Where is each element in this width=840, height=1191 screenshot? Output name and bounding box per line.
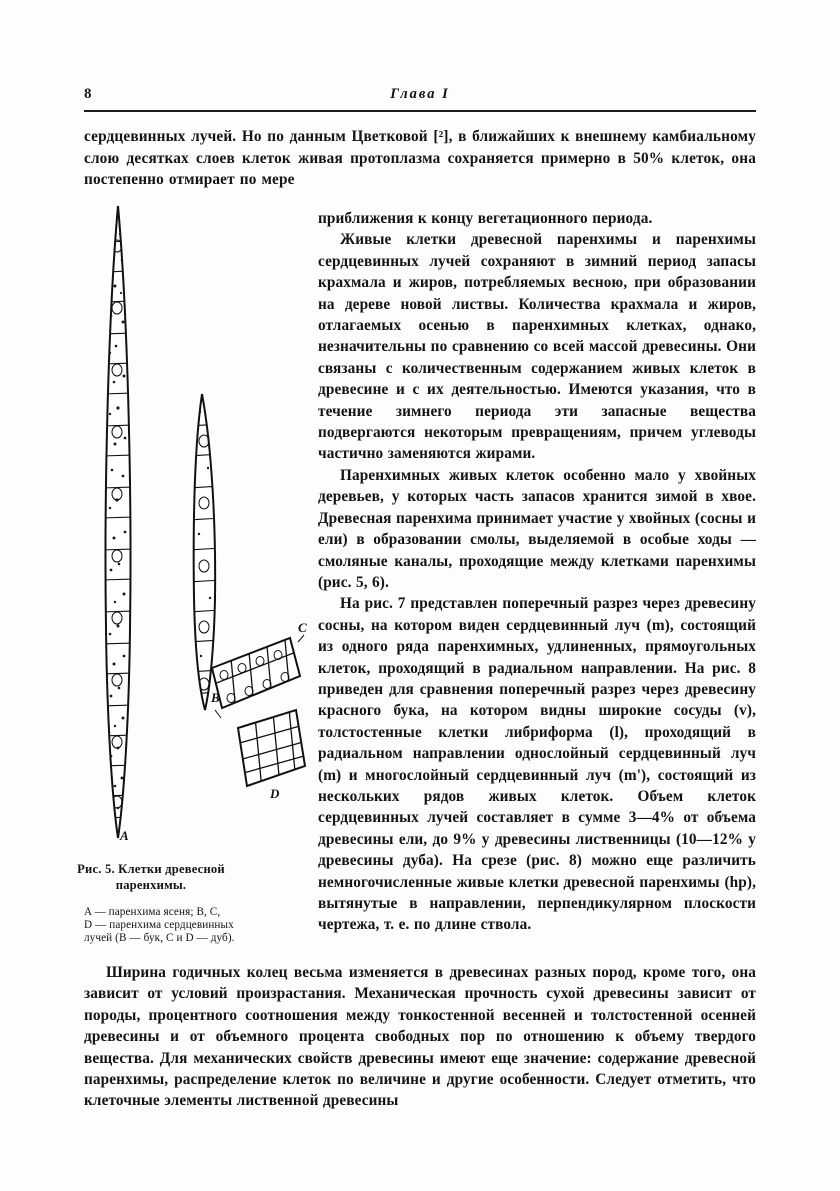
cell-d-outline xyxy=(236,698,305,790)
wood-parenchyma-cells-drawing xyxy=(84,198,310,846)
paragraph-3: На рис. 7 представлен поперечный разрез через древесину сосны, на котором виден сердцевинный луч (m), состоящий из одного ряда паренхимных, удлиненных, прямоугольных клеток, проходящий в радиальном направлении. На рис. 8 приведен для сравнения поперечный разрез через древесину красного бука, на котором видны широкие сосуды (v), толстостенные клетки либриформа (l), проходящий в радиальном направлении однослойный сердцевинный луч (m) и многослойный сердцевинный луч (m'), состоящий из нескольких рядов живых клеток. Объем клеток сердцевинных лучей составляет в сумме 3—4% от объема древесины ели, до 9% у древесины лиственницы (10—12% у древесины дуба). На срезе (рис. 8) можно еще различить немногочисленные живые клетки древесной паренхимы (hp), вытянутые в направлении, перпендикулярном плоскости чертежа, т. е. по длине ствола. xyxy=(318,595,756,934)
figure-caption: Рис. 5. Клетки древесной паренхимы. xyxy=(77,862,225,892)
paragraph-2: Паренхимных живых клеток особенно мало у хвойных деревьев, у которых часть запасов хранится зимой в хвое. Древесная паренхима принимает участие у хвойных (сосны и ели) в образовании смолы, выделяемой в особые ходы — смоляные каналы, проходящие между клетками паренхимы (рис. 5, 6). xyxy=(318,466,756,591)
paragraph-1: Живые клетки древесной паренхимы и паренхимы сердцевинных лучей сохраняют в зимний период запасы крахмала и жиров, потребляемых весною, при образовании на дереве новой листвы. Количества крахмала и жиров, отлагаемых осенью в паренхимных клетках, однако, незначительны по сравнению со всей массой древесины. Они связаны с количественным содержанием живых клеток в древесине и с их деятельностью. Имеются указания, что в течение зимнего периода эти запасные вещества подвергаются некоторым превращениям, причем углеводы частично заменяются жирами. xyxy=(318,231,756,463)
figure-label-d: D xyxy=(270,786,280,801)
cell-b-outline xyxy=(188,394,222,710)
figure-legend-line-3: лучей (B — бук, C и D — дуб). xyxy=(84,931,235,944)
figure-legend-line-1: A — паренхима ясеня; B, C, xyxy=(84,906,221,918)
paragraph-0: приближения к концу вегетационного периода. xyxy=(318,210,653,227)
figure-5 xyxy=(84,198,310,846)
top-paragraph: сердцевинных лучей. Но по данным Цветковой [²], в ближайших к внешнему камбиальному слою десятках слоев клеток живая протоплазма сохраняется примерно в 50% клеток, она постепенно отмирает по мере xyxy=(84,128,756,188)
figure-label-a: A xyxy=(120,828,129,843)
figure-illustration xyxy=(84,198,310,846)
chapter-title: Глава I xyxy=(390,86,450,102)
header-rule xyxy=(84,110,756,112)
figure-label-b: B xyxy=(211,690,220,705)
bottom-paragraph: Ширина годичных колец весьма изменяется в древесинах разных пород, кроме того, она зависит от условий произрастания. Механическая прочность сухой древесины зависит от породы, процентного соотношения между тонкостенной весенней и толстостенной осенней древесины и от объемного процента свободных пор по отношению к объему твердого вещества. Для механических свойств древесины имеют еще значение: содержание древесной паренхимы, распределение клеток по величине и другие особенности. Следует отметить, что клеточные элементы лиственной древесины xyxy=(84,964,756,1110)
figure-label-c: C xyxy=(298,620,307,635)
cell-c-outline xyxy=(212,618,300,713)
body-column-right xyxy=(318,208,756,936)
page-number: 8 xyxy=(84,86,92,102)
cell-a-outline xyxy=(101,206,136,838)
figure-legend-line-2: D — паренхима сердцевинных xyxy=(84,918,234,931)
running-head xyxy=(84,86,756,108)
figure-legend xyxy=(84,906,296,944)
